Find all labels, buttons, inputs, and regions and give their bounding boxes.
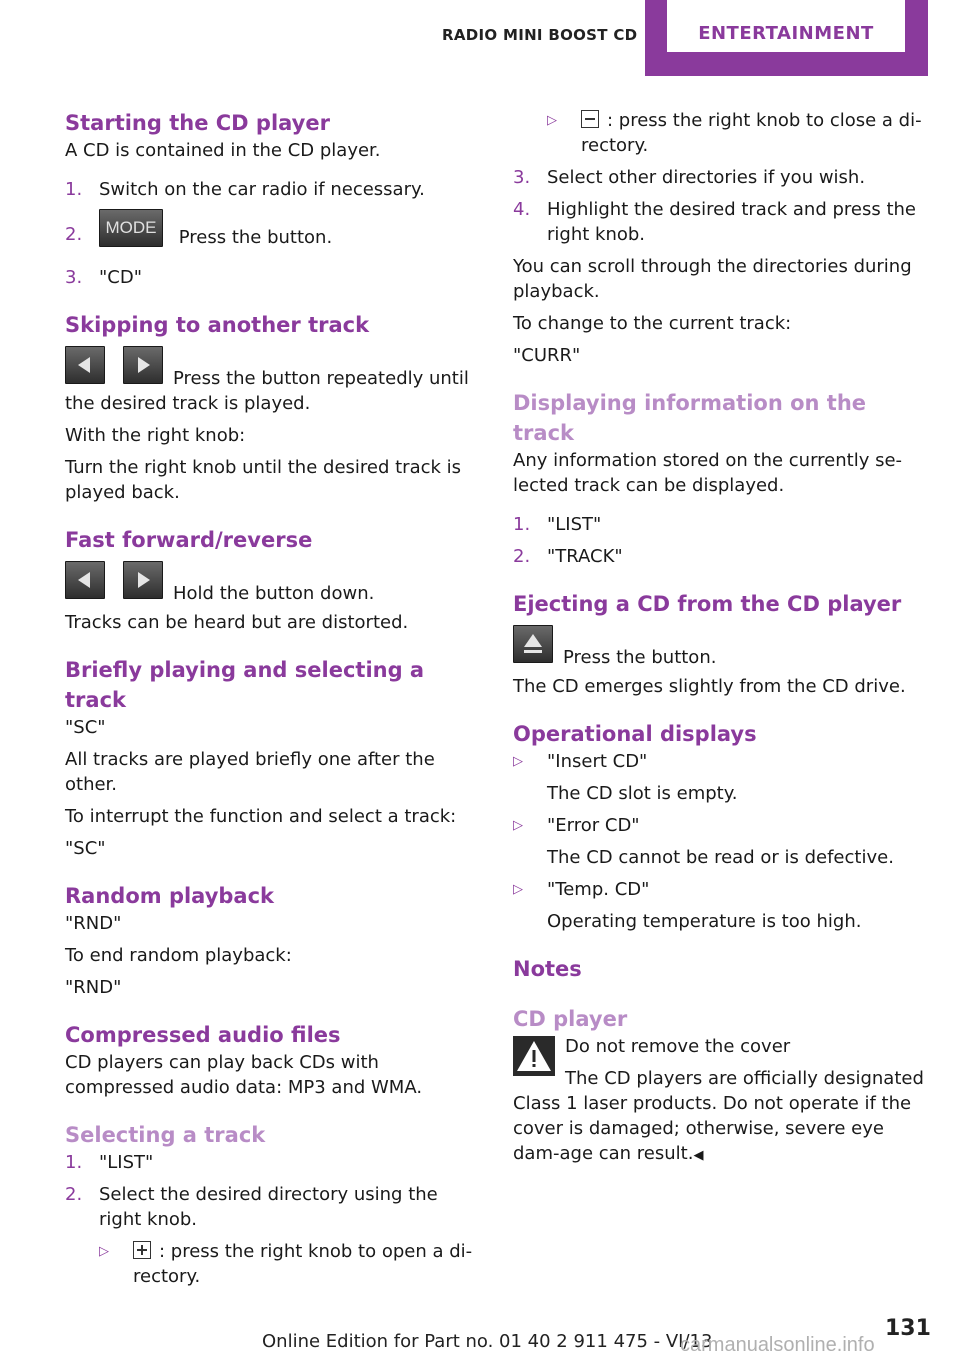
briefly-p4: "SC" (65, 838, 106, 859)
eject-icon (524, 634, 542, 647)
list-item: 3. "CD" (65, 267, 142, 288)
operational-desc: The CD cannot be read or is defective. (547, 847, 894, 868)
curr-text: "CURR" (513, 345, 581, 366)
list-item: 3. Select other directories if you wish. (513, 167, 866, 188)
header-tab-label: ENTERTAINMENT (667, 0, 905, 52)
left-column (65, 108, 485, 1289)
fast-p2: Tracks can be heard but are distorted. (65, 612, 409, 633)
heading-briefly: Briefly playing and selecting a track (65, 658, 425, 712)
arrow-right-icon (138, 357, 150, 373)
scroll-text: You can scroll through the directories during playback. (513, 256, 912, 302)
heading-displaying: Displaying information on the track (513, 391, 867, 445)
heading-selecting: Selecting a track (65, 1123, 266, 1147)
list-item: ▷ "Error CD" (513, 815, 640, 836)
sub-list-item: ▷ : press the right knob to open a di-rectory. (99, 1241, 473, 1287)
eject-button[interactable] (513, 625, 553, 663)
list-item: ▷ "Temp. CD" (513, 879, 650, 900)
right-column (513, 108, 933, 1168)
heading-skipping: Skipping to another track (65, 313, 370, 337)
arrow-left-icon (78, 572, 90, 588)
list-item: 2. Select the desired directory using the right knob. (65, 1184, 438, 1230)
list-item: 1. "LIST" (513, 514, 602, 535)
ejecting-p2: The CD emerges slightly from the CD drive. (513, 676, 906, 697)
previous-track-button[interactable] (65, 346, 105, 384)
arrow-right-icon (138, 572, 150, 588)
operational-desc: The CD slot is empty. (547, 783, 738, 804)
briefly-p3: To interrupt the function and select a track: (65, 806, 457, 827)
warning-note (513, 1034, 933, 1168)
end-mark-icon: ◀ (693, 1148, 704, 1163)
header-tab[interactable] (645, 0, 928, 76)
heading-cd-player: CD player (513, 1007, 628, 1031)
heading-fast: Fast forward/reverse (65, 528, 313, 552)
displaying-p1: Any information stored on the currently se-lected track can be displayed. (513, 450, 903, 496)
briefly-p2: All tracks are played briefly one after the other. (65, 749, 435, 795)
random-p3: "RND" (65, 977, 122, 998)
heading-random: Random playback (65, 884, 275, 908)
heading-starting: Starting the CD player (65, 111, 330, 135)
compressed-p1: CD players can play back CDs with compressed audio data: MP3 and WMA. (65, 1052, 423, 1098)
list-item: 1. "LIST" (65, 1152, 154, 1173)
list-item: 2. "TRACK" (513, 546, 623, 567)
rewind-button[interactable] (65, 561, 105, 599)
arrow-left-icon (78, 357, 90, 373)
briefly-p1: "SC" (65, 717, 106, 738)
heading-notes: Notes (513, 957, 582, 981)
watermark: carmanualsonline.info (680, 1334, 875, 1356)
mode-button[interactable]: MODE (99, 209, 163, 247)
skipping-p2: With the right knob: (65, 425, 246, 446)
warning-text: The CD players are officially designated Class 1 laser products. Do not operate if the cover is damaged; otherwise, severe eye dam-age can result.◀ (513, 1068, 924, 1164)
skipping-p3: Turn the right knob until the desired track is played back. (65, 457, 462, 503)
list-item: 4. Highlight the desired track and press the right knob. (513, 199, 916, 245)
warning-icon (513, 1036, 555, 1076)
random-p2: To end random playback: (65, 945, 292, 966)
page-number: 131 (885, 1316, 931, 1341)
plus-box-icon (133, 1241, 151, 1259)
operational-desc: Operating temperature is too high. (547, 911, 862, 932)
skipping-line1: Press the button repeatedly until (173, 368, 469, 389)
sub-list-item: ▷ : press the right knob to close a di-rectory. (547, 110, 922, 156)
starting-intro: A CD is contained in the CD player. (65, 140, 381, 161)
list-item: 2. MODE Press the button. (65, 209, 485, 258)
heading-compressed: Compressed audio files (65, 1023, 341, 1047)
fast-line1: Hold the button down. (173, 583, 375, 604)
heading-operational: Operational displays (513, 722, 757, 746)
fast-forward-button[interactable] (123, 561, 163, 599)
skipping-line2: the desired track is played. (65, 393, 311, 414)
list-item: ▷ "Insert CD" (513, 751, 648, 772)
list-item: 1. Switch on the car radio if necessary. (65, 179, 425, 200)
minus-box-icon (581, 110, 599, 128)
next-track-button[interactable] (123, 346, 163, 384)
random-p1: "RND" (65, 913, 122, 934)
header-section-title: RADIO MINI BOOST CD (442, 26, 638, 44)
heading-ejecting: Ejecting a CD from the CD player (513, 592, 902, 616)
warning-line1: Do not remove the cover (565, 1036, 791, 1057)
change-track-text: To change to the current track: (513, 313, 792, 334)
ejecting-line1: Press the button. (563, 647, 717, 668)
footer-edition: Online Edition for Part no. 01 40 2 911 475 - VI/13 (262, 1331, 713, 1352)
